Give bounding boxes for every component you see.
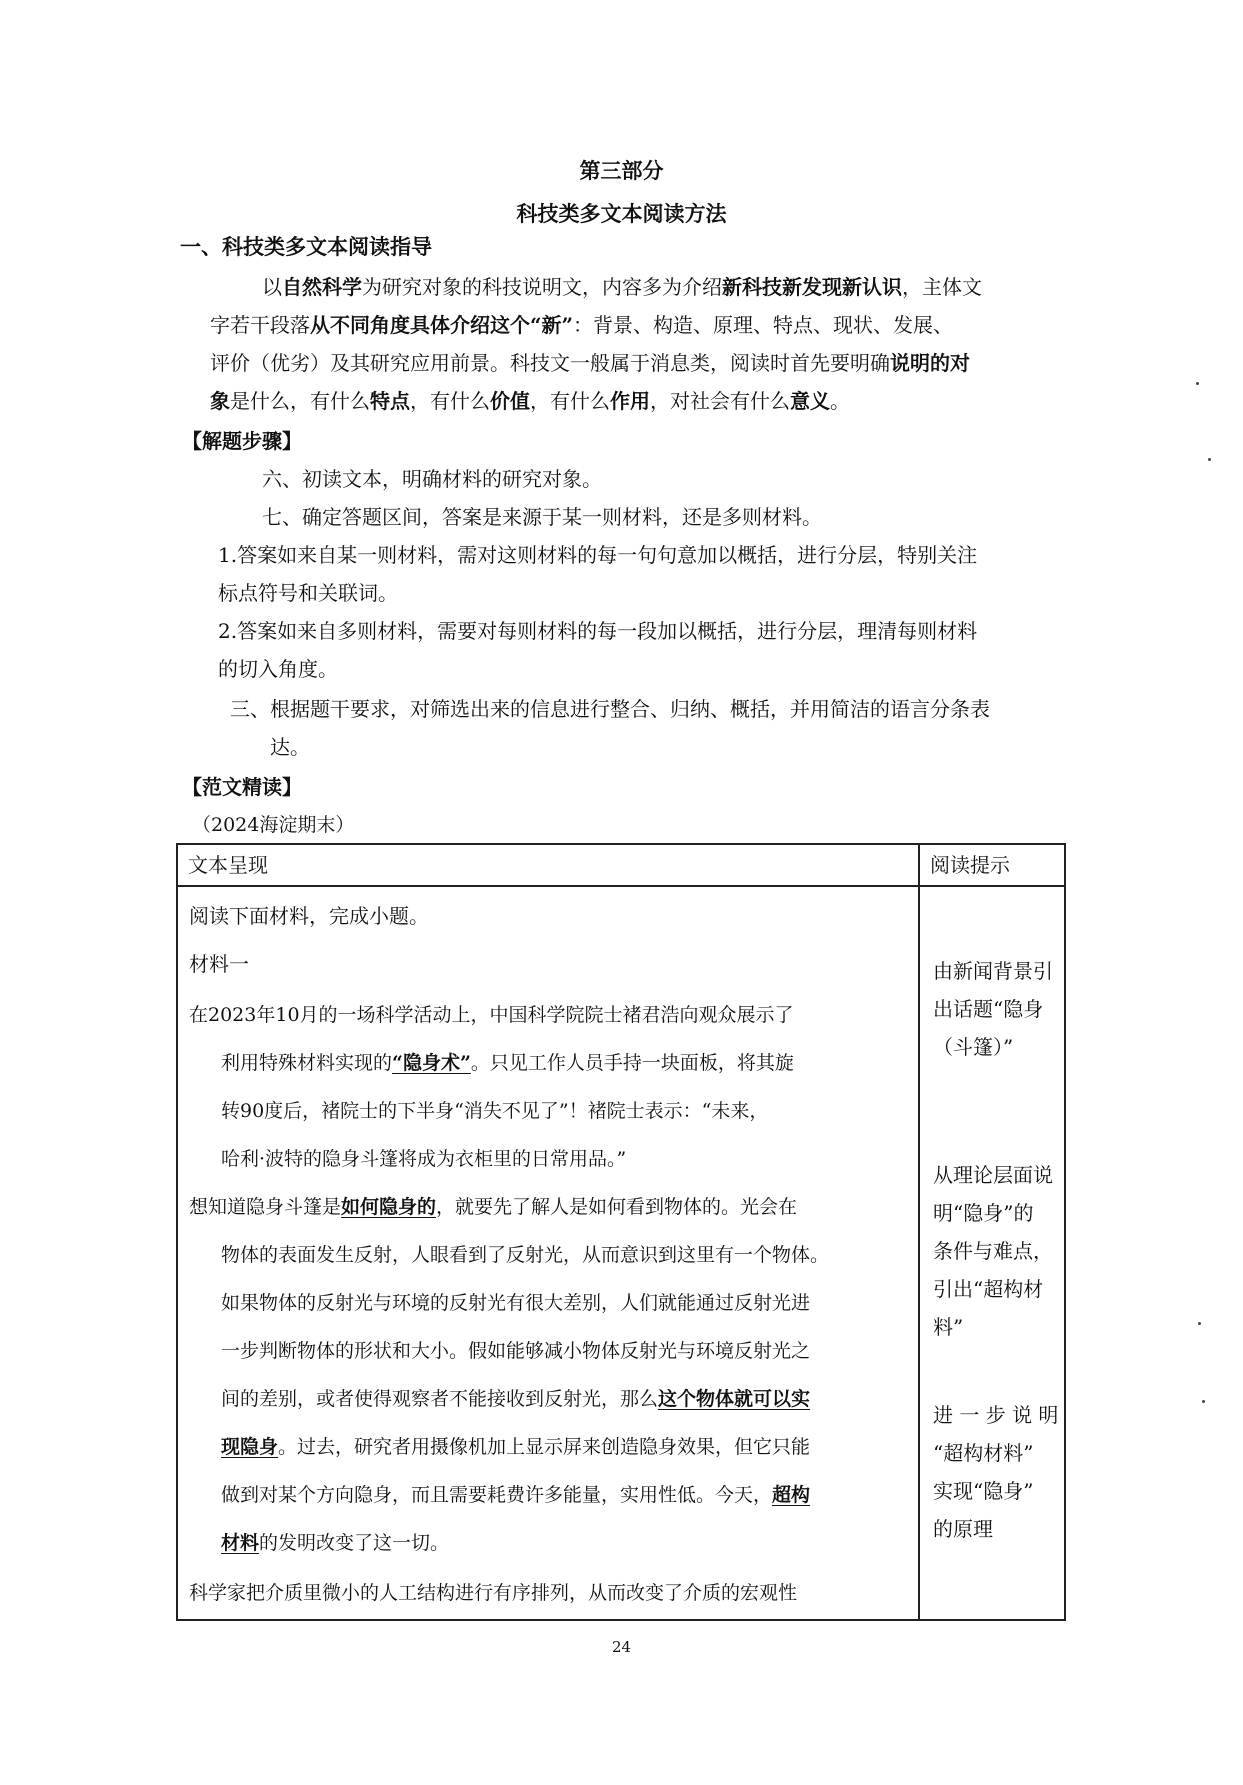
text: ，有什么 xyxy=(530,389,610,413)
emphasis-text: 从不同角度具体介绍这个“新” xyxy=(310,313,574,337)
emphasis-text: 价值 xyxy=(490,389,530,413)
material-line: 物体的表面发生反射，人眼看到了反射光，从而意识到这里有一个物体。 xyxy=(221,1244,830,1266)
hint-1 xyxy=(933,952,1073,1066)
scan-speck xyxy=(1202,1400,1205,1403)
material-line xyxy=(221,1384,810,1411)
underlined-keyword: 现隐身 xyxy=(221,1436,279,1458)
hint-line: 引出“超构材 xyxy=(933,1277,1044,1301)
text: 。过去，研究者用摄像机加上显示屏来创造隐身效果，但它只能 xyxy=(278,1436,811,1458)
emphasis-text: 说明的对 xyxy=(890,351,970,375)
material-cell xyxy=(177,886,919,1620)
text: 评价（优劣）及其研究应用前景。科技文一般属于消息类，阅读时首先要明确 xyxy=(210,351,890,375)
step-7: 七、确定答题区间，答案是来源于某一则材料，还是多则材料。 xyxy=(262,505,822,529)
step-6: 六、初读文本，明确材料的研究对象。 xyxy=(262,467,602,491)
step-1-line-1: 1.答案如来自某一则材料，需对这则材料的每一句句意加以概括，进行分层，特别关注 xyxy=(218,543,978,567)
material-line: 哈利·波特的隐身斗篷将成为衣柜里的日常用品。” xyxy=(221,1148,627,1170)
table-header-row xyxy=(177,844,1065,886)
text: ，有什么 xyxy=(410,389,490,413)
material-line xyxy=(221,1048,794,1075)
underlined-keyword: 这个物体就可以实 xyxy=(658,1388,811,1410)
emphasis-text: 新科技新发现新认识 xyxy=(722,275,902,299)
hint-line: 的原理 xyxy=(933,1517,993,1541)
header-reading-tips: 阅读提示 xyxy=(919,844,1065,886)
page-number: 24 xyxy=(611,1638,632,1656)
hint-line: 进 一 步 说 明 xyxy=(933,1403,1059,1427)
hint-2 xyxy=(933,1156,1073,1346)
hint-line: （斗篷）” xyxy=(933,1035,1014,1059)
underlined-keyword: 材料 xyxy=(221,1532,260,1554)
underlined-keyword: 如何隐身的 xyxy=(341,1196,437,1218)
text: 以 xyxy=(262,275,282,299)
text: 。只见工作人员手持一块面板，将其旋 xyxy=(470,1052,794,1074)
material-line: 如果物体的反射光与环境的反射光有很大差别，人们就能通过反射光进 xyxy=(221,1292,811,1314)
text: ，对社会有什么 xyxy=(650,389,790,413)
hint-line: 从理论层面说 xyxy=(933,1163,1053,1187)
text: 是什么，有什么 xyxy=(230,389,370,413)
intro-line-4 xyxy=(210,382,850,420)
material-line xyxy=(189,1192,797,1219)
underlined-keyword: “隐身术” xyxy=(392,1052,471,1074)
intro-line-2 xyxy=(210,306,953,344)
sample-heading: 【范文精读】 xyxy=(182,775,302,799)
emphasis-text: 意义 xyxy=(790,389,830,413)
part-title: 第三部分 xyxy=(579,158,664,183)
scan-speck xyxy=(1198,1322,1201,1325)
text: ，就要先了解人是如何看到物体的。光会在 xyxy=(436,1196,798,1218)
hint-line: 由新闻背景引 xyxy=(933,959,1053,983)
header-text-presentation: 文本呈现 xyxy=(177,844,919,886)
intro-line-1 xyxy=(262,268,982,306)
emphasis-text: 象 xyxy=(210,389,230,413)
material-line xyxy=(221,1528,449,1555)
text: 利用特殊材料实现的 xyxy=(221,1052,393,1074)
hint-line: 出话题“隐身 xyxy=(933,997,1044,1021)
reading-table xyxy=(176,843,1066,1621)
heading-guidance: 一、科技类多文本阅读指导 xyxy=(180,234,432,259)
text: 。 xyxy=(830,389,850,413)
section-title: 科技类多文本阅读方法 xyxy=(516,201,727,226)
hint-line: 条件与难点， xyxy=(933,1239,1053,1263)
steps-heading: 【解题步骤】 xyxy=(182,429,302,453)
underlined-keyword: 超构 xyxy=(772,1484,811,1506)
step-1-line-2: 标点符号和关联词。 xyxy=(218,581,398,605)
text: 间的差别，或者使得观察者不能接收到反射光，那么 xyxy=(221,1388,659,1410)
material-line xyxy=(221,1432,810,1459)
material-line: 在2023年10月的一场科学活动上，中国科学院院士褚君浩向观众展示了 xyxy=(189,1004,794,1026)
material-label: 材料一 xyxy=(189,952,249,976)
table-body-row xyxy=(177,886,1065,1620)
material-line: 科学家把介质里微小的人工结构进行有序排列，从而改变了介质的宏观性 xyxy=(189,1582,798,1604)
hint-3 xyxy=(933,1396,1073,1548)
step-3-line-2: 达。 xyxy=(270,735,310,759)
emphasis-text: 作用 xyxy=(610,389,650,413)
step-2-line-1: 2.答案如来自多则材料，需要对每则材料的每一段加以概括，进行分层，理清每则材料 xyxy=(218,619,978,643)
material-line xyxy=(221,1480,810,1507)
source-note: （2024海淀期末） xyxy=(192,814,355,836)
hint-line: 料” xyxy=(933,1315,964,1339)
hint-line: 明“隐身”的 xyxy=(933,1201,1034,1225)
emphasis-text: 自然科学 xyxy=(282,275,362,299)
material-content xyxy=(179,888,917,1618)
text: 的发明改变了这一切。 xyxy=(259,1532,450,1554)
step-2-line-2: 的切入角度。 xyxy=(218,657,338,681)
text: 字若干段落 xyxy=(210,313,310,337)
material-line: 转90度后，褚院士的下半身“消失不见了”！褚院士表示：“未来， xyxy=(221,1100,769,1122)
text: 做到对某个方向隐身，而且需要耗费许多能量，实用性低。今天， xyxy=(221,1484,773,1506)
text: ：背景、构造、原理、特点、现状、发展、 xyxy=(573,313,954,337)
intro-line-3 xyxy=(210,344,970,382)
hints-content xyxy=(921,888,1063,1618)
scan-speck xyxy=(1196,382,1199,385)
instruction-text: 阅读下面材料，完成小题。 xyxy=(189,904,429,928)
emphasis-text: 特点 xyxy=(370,389,410,413)
hint-line: 实现“隐身” xyxy=(933,1479,1034,1503)
material-line: 一步判断物体的形状和大小。假如能够减小物体反射光与环境反射光之 xyxy=(221,1340,811,1362)
hint-line: “超构材料” xyxy=(933,1441,1034,1465)
text: 想知道隐身斗篷是 xyxy=(189,1196,342,1218)
scan-speck xyxy=(1208,458,1211,461)
step-3-line-1: 三、根据题干要求，对筛选出来的信息进行整合、归纳、概括，并用简洁的语言分条表 xyxy=(230,697,990,721)
text: 为研究对象的科技说明文，内容多为介绍 xyxy=(362,275,722,299)
text: ，主体文 xyxy=(902,275,982,299)
hints-cell xyxy=(919,886,1065,1620)
